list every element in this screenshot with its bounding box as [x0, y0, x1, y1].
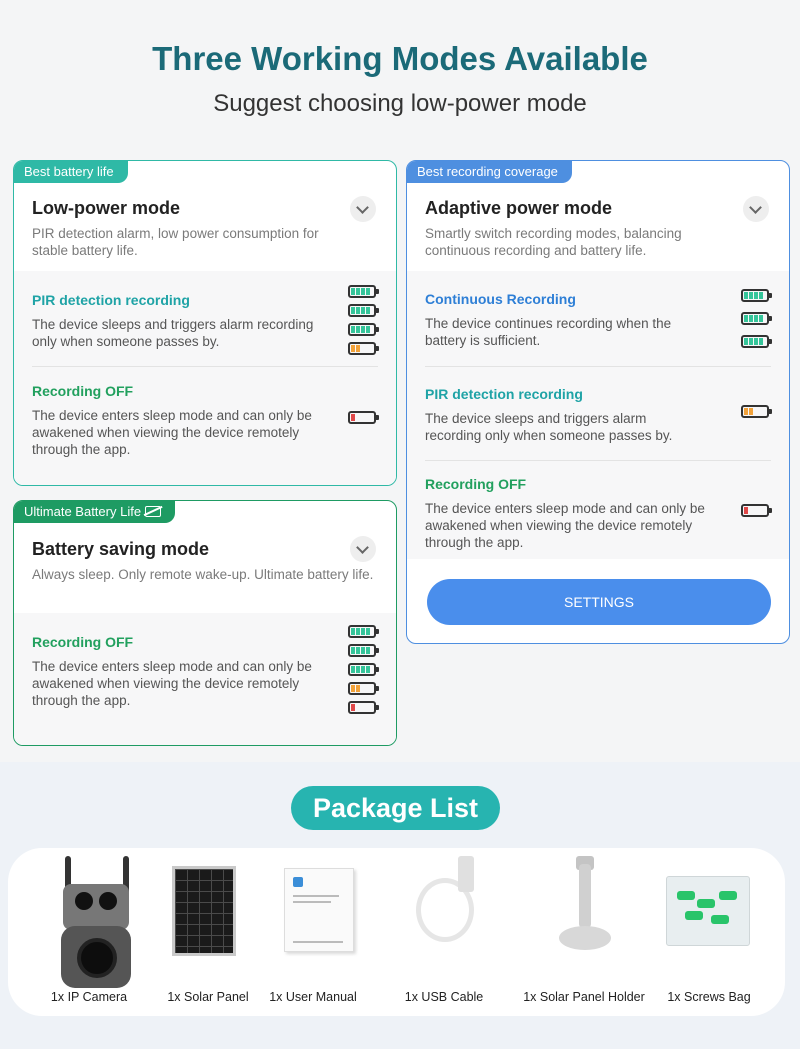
mode-detail-panel [14, 613, 396, 745]
screws-bag-image [666, 856, 752, 976]
package-item [169, 856, 239, 976]
section-title: Recording OFF [32, 383, 134, 399]
battery-orange-icon [348, 342, 376, 355]
battery-green-icon [348, 323, 376, 336]
adaptive-power-mode-card [406, 160, 790, 644]
section-title: PIR detection recording [425, 386, 583, 402]
package-item [282, 856, 356, 976]
section-title: Continuous Recording [425, 291, 576, 307]
package-item-label: 1x User Manual [269, 990, 357, 1004]
package-item [52, 856, 142, 988]
mode-title: Adaptive power mode [425, 198, 613, 218]
mode-description: Always sleep. Only remote wake-up. Ultimate battery life. [32, 567, 374, 582]
package-title: Package List [291, 786, 500, 830]
package-item [664, 856, 754, 976]
section-title: PIR detection recording [32, 292, 190, 308]
mode-tag-label: Ultimate Battery Life [24, 504, 142, 519]
settings-button[interactable]: SETTINGS [427, 579, 771, 625]
page-title: Three Working Modes Available [152, 40, 648, 77]
package-item [553, 856, 617, 976]
divider [32, 366, 378, 367]
section-text: The device continues recording when the battery is sufficient. [425, 316, 672, 348]
section-text: The device sleeps and triggers alarm recording only when someone passes by. [32, 317, 314, 349]
battery-orange-icon [348, 682, 376, 695]
mode-detail-panel [14, 271, 396, 485]
chevron-down-icon[interactable] [743, 196, 769, 222]
mode-detail-panel [407, 271, 789, 559]
battery-green-icon [348, 625, 376, 638]
battery-red-icon [348, 411, 376, 424]
ip-camera-image [55, 856, 139, 988]
section-text: The device enters sleep mode and can only be awakened when viewing the device remotely through the app. [425, 501, 705, 550]
battery-green-icon [741, 335, 769, 348]
solar-panel-image [172, 856, 236, 976]
battery-saving-mode-card [13, 500, 397, 746]
mode-tag [14, 501, 175, 523]
mode-tag: Best recording coverage [407, 161, 572, 183]
package-section [0, 762, 800, 1049]
user-manual-image [284, 856, 354, 976]
battery-red-icon [741, 504, 769, 517]
package-item [408, 856, 482, 976]
no-video-icon [145, 506, 161, 517]
battery-green-icon [741, 312, 769, 325]
battery-red-icon [348, 701, 376, 714]
mode-description: PIR detection alarm, low power consumption for stable battery life. [32, 226, 319, 258]
battery-green-icon [348, 663, 376, 676]
section-text: The device enters sleep mode and can only be awakened when viewing the device remotely through the app. [32, 659, 312, 708]
battery-green-icon [741, 289, 769, 302]
package-item-label: 1x Screws Bag [667, 990, 751, 1004]
package-item-label: 1x Solar Panel [167, 990, 249, 1004]
divider [425, 366, 771, 367]
mode-description: Smartly switch recording modes, balancing continuous recording and battery life. [425, 226, 682, 258]
page-subtitle: Suggest choosing low-power mode [213, 90, 587, 117]
divider [425, 460, 771, 461]
package-item-label: 1x Solar Panel Holder [523, 990, 645, 1004]
low-power-mode-card [13, 160, 397, 486]
package-item-label: 1x IP Camera [50, 990, 128, 1004]
chevron-down-icon[interactable] [350, 536, 376, 562]
mode-title: Low-power mode [32, 198, 180, 218]
chevron-down-icon[interactable] [350, 196, 376, 222]
section-text: The device sleeps and triggers alarm recording only when someone passes by. [425, 411, 673, 443]
usb-cable-image [410, 856, 480, 976]
section-text: The device enters sleep mode and can only be awakened when viewing the device remotely through the app. [32, 408, 312, 457]
battery-green-icon [348, 644, 376, 657]
section-title: Recording OFF [32, 634, 134, 650]
mode-tag: Best battery life [14, 161, 128, 183]
battery-green-icon [348, 285, 376, 298]
battery-orange-icon [741, 405, 769, 418]
mode-title: Battery saving mode [32, 539, 210, 559]
section-title: Recording OFF [425, 476, 527, 492]
battery-green-icon [348, 304, 376, 317]
package-list [8, 848, 785, 1016]
panel-holder-image [555, 856, 615, 976]
package-item-label: 1x USB Cable [404, 990, 484, 1004]
